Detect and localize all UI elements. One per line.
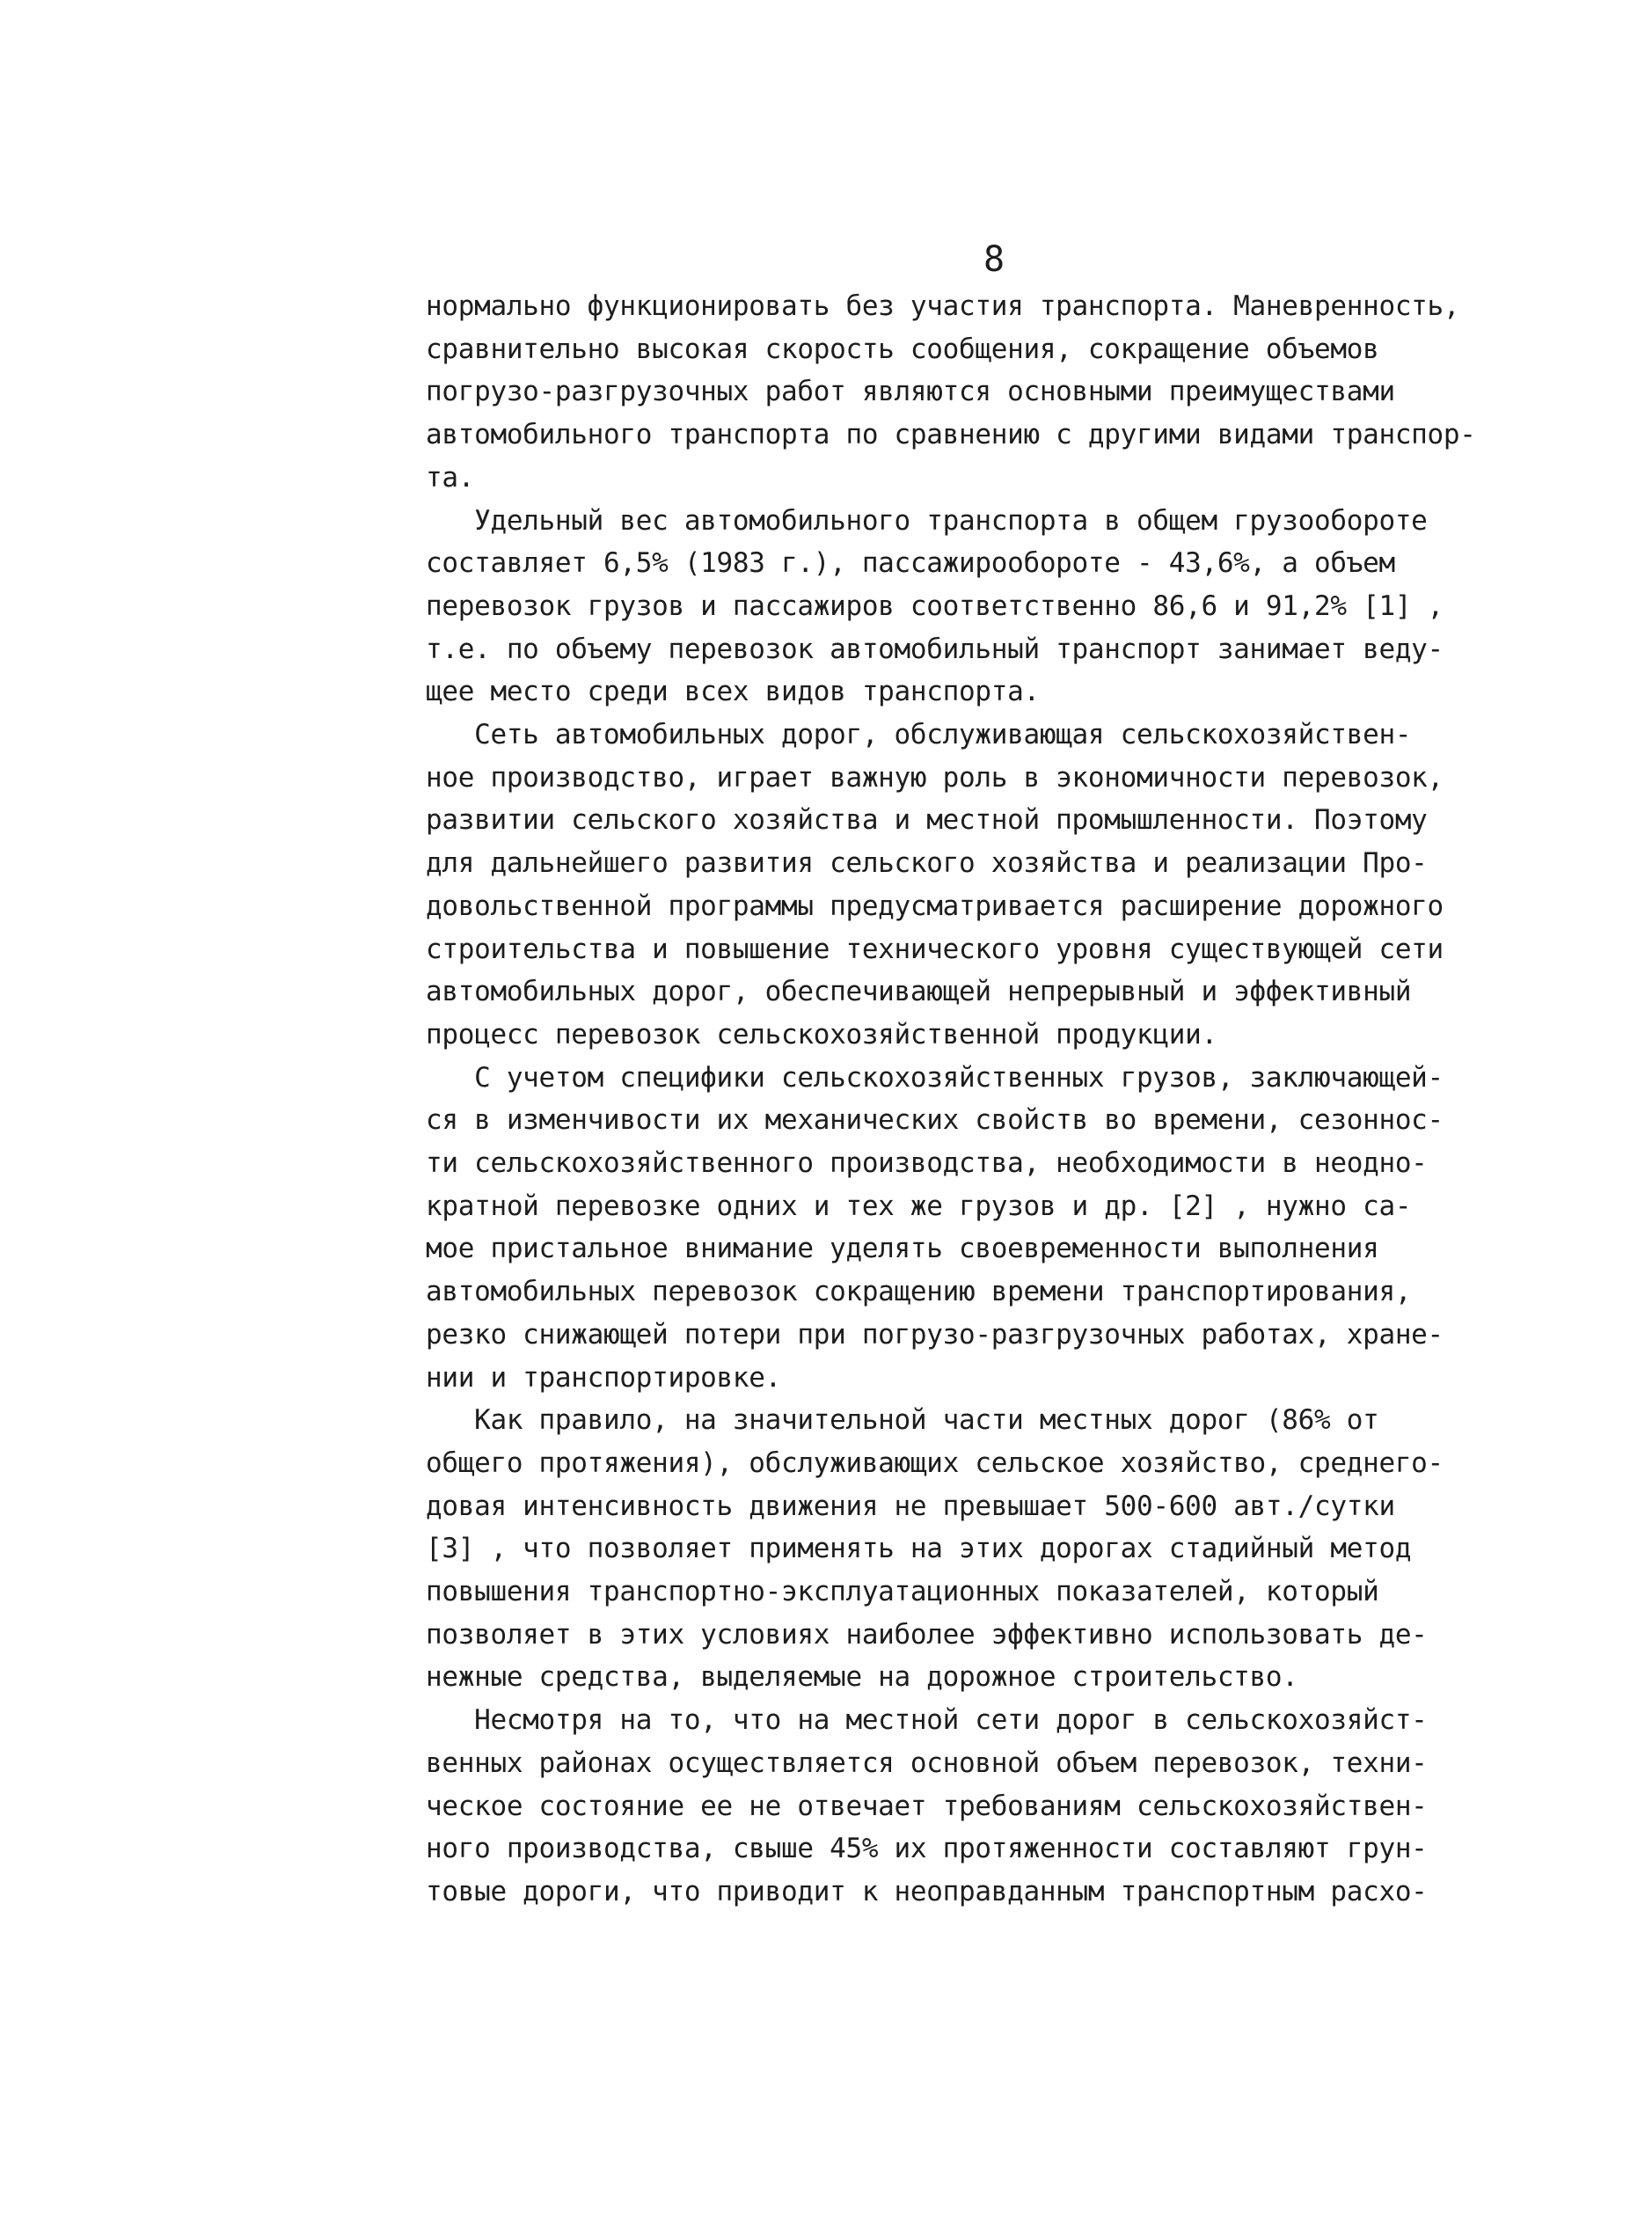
text-line: ти сельскохозяйственного производства, необходимости в неодно-	[426, 1147, 1428, 1179]
text-line: нежные средства, выделяемые на дорожное строительство.	[426, 1661, 1298, 1694]
text-line: для дальнейшего развития сельского хозяйства и реализации Про-	[426, 847, 1428, 880]
text-line: автомобильного транспорта по сравнению с другими видами транспор-	[426, 419, 1476, 451]
text-line: С учетом специфики сельскохозяйственных грузов, заключающей-	[426, 1061, 1444, 1094]
text-line: щее место среди всех видов транспорта.	[426, 676, 1040, 708]
text-line: товые дороги, что приводит к неоправданным транспортным расхо-	[426, 1875, 1428, 1907]
text-line: довая интенсивность движения не превышает 500-600 авт./сутки	[426, 1490, 1395, 1522]
text-line: перевозок грузов и пассажиров соответственно 86,6 и 91,2% [1] ,	[426, 589, 1444, 622]
text-line: общего протяжения), обслуживающих сельское хозяйство, среднего-	[426, 1446, 1444, 1479]
text-line: повышения транспортно-эксплуатационных показателей, который	[426, 1576, 1379, 1607]
text-line: развитии сельского хозяйства и местной промышленности. Поэтому	[426, 804, 1428, 837]
text-line: т.е. по объему перевозок автомобильный транспорт занимает веду-	[426, 633, 1444, 665]
text-line: Сеть автомобильных дорог, обслуживающая сельскохозяйствен-	[426, 719, 1412, 751]
text-line: резко снижающей потери при погрузо-разгрузочных работах, хране-	[426, 1318, 1444, 1351]
text-line: Несмотря на то, что на местной сети дорог в сельскохозяйст-	[426, 1704, 1428, 1737]
text-line: автомобильных перевозок сокращению времени транспортирования,	[426, 1276, 1412, 1308]
text-line: Как правило, на значительной части местных дорог (86% от	[426, 1404, 1379, 1437]
text-line: кратной перевозке одних и тех же грузов и др. [2] , нужно са-	[426, 1190, 1412, 1222]
text-line: строительства и повышение технического уровня существующей сети	[426, 933, 1444, 965]
text-line: нормально функционировать без участия транспорта. Маневренность,	[426, 290, 1460, 322]
text-line: сравнительно высокая скорость сообщения, сокращение объемов	[426, 333, 1379, 365]
text-line: нии и транспортировке.	[426, 1361, 781, 1394]
text-line: та.	[426, 461, 475, 494]
text-line: ного производства, свыше 45% их протяженности составляют грун-	[426, 1833, 1428, 1865]
text-line: ное производство, играет важную роль в экономичности перевозок,	[426, 761, 1444, 794]
text-line: процесс перевозок сельскохозяйственной продукции.	[426, 1018, 1217, 1051]
text-line: автомобильных дорог, обеспечивающей непрерывный и эффективный	[426, 976, 1412, 1008]
text-line: позволяет в этих условиях наиболее эффективно использовать де-	[426, 1618, 1428, 1651]
text-line: венных районах осуществляется основной объем перевозок, техни-	[426, 1746, 1428, 1779]
text-line: Удельный вес автомобильного транспорта в общем грузообороте	[426, 504, 1428, 537]
text-line: ческое состояние ее не отвечает требованиям сельскохозяйствен-	[426, 1790, 1428, 1822]
text-line: ся в изменчивости их механических свойств во времени, сезоннос-	[426, 1104, 1444, 1137]
page-number: 8	[983, 239, 1005, 280]
text-line: составляет 6,5% (1983 г.), пассажирообороте - 43,6%, а объем	[426, 547, 1395, 580]
text-line: мое пристальное внимание уделять своевременности выполнения	[426, 1233, 1379, 1265]
text-line: погрузо-разгрузочных работ являются основными преимуществами	[426, 376, 1395, 408]
text-line: [3] , что позволяет применять на этих дорогах стадийный метод	[426, 1533, 1412, 1565]
text-line: довольственной программы предусматривается расширение дорожного	[426, 890, 1444, 922]
